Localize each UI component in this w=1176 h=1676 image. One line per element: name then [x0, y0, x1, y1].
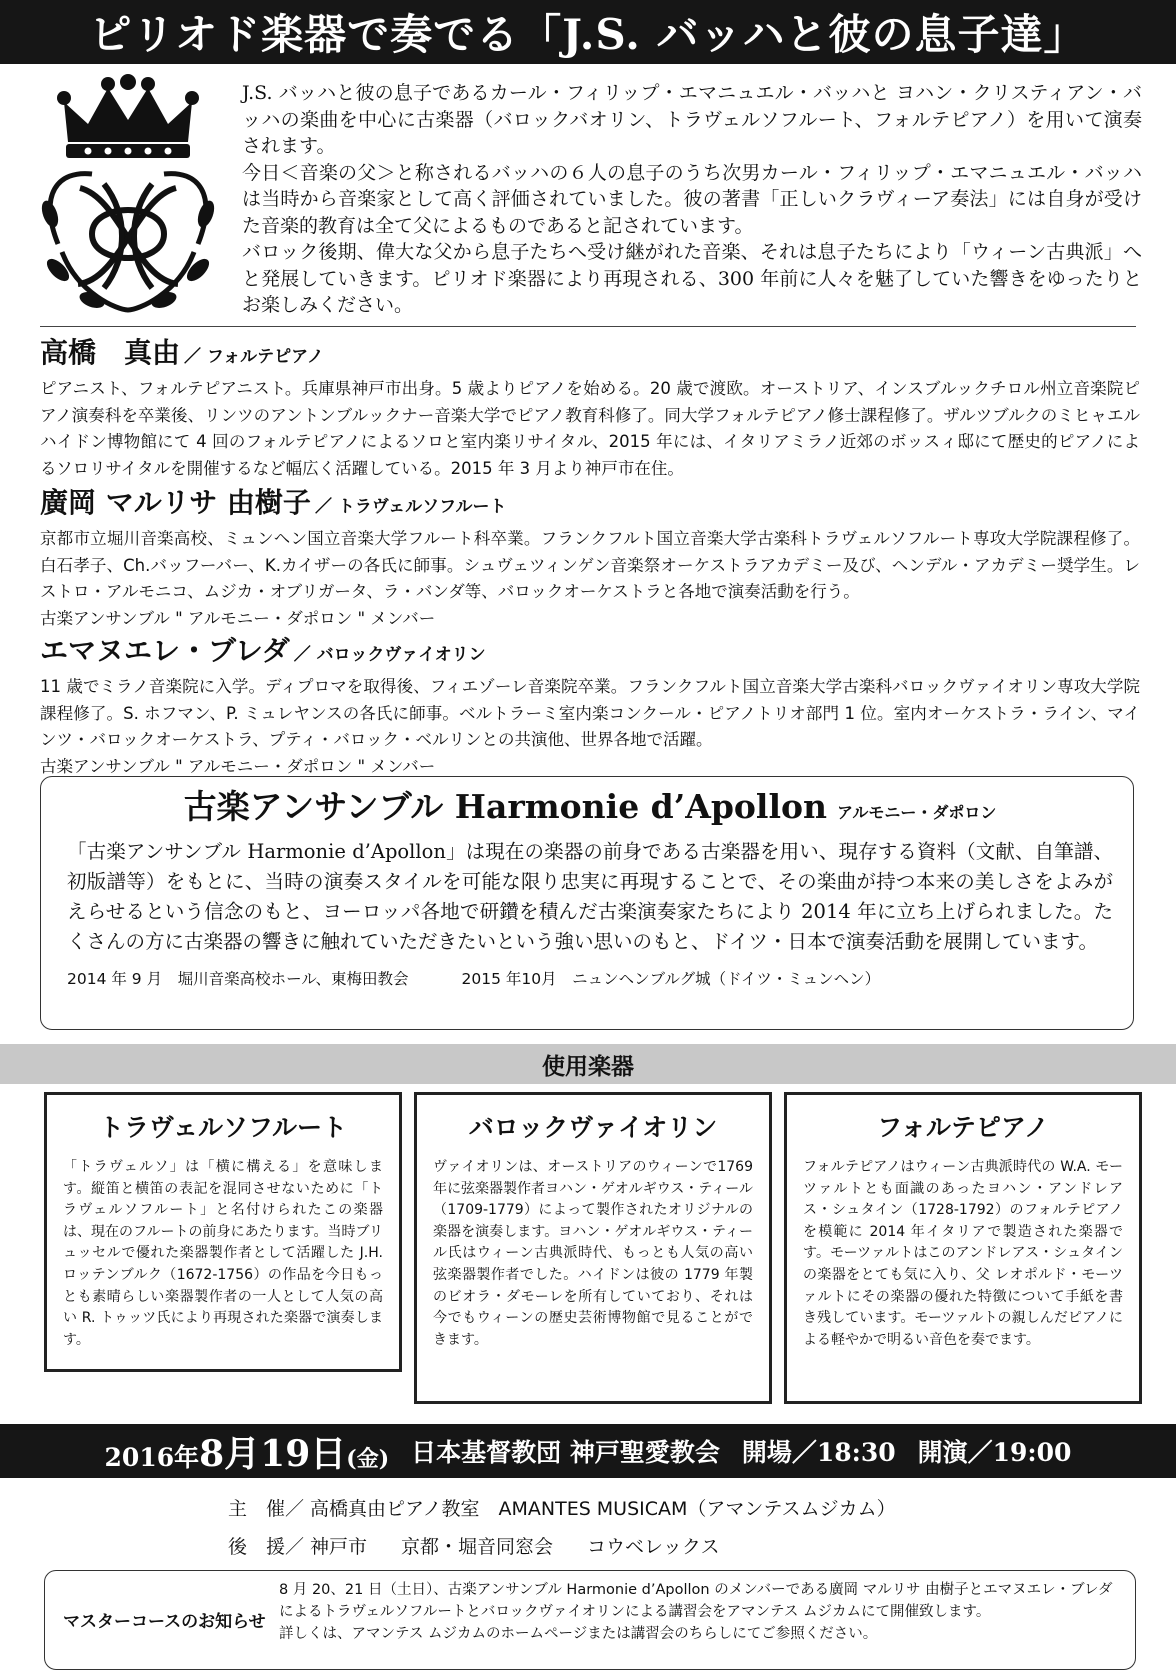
instrument-text: フォルテピアノはウィーン古典派時代の W.A. モーツァルトとも面識のあったヨハン・アンドレアス・シュタイン（1728-1792）のフォルテピアノを模範に 2014 年イタリアで製造された楽器です。モーツァルトはこのアンドレアス・シュタインの楽器をとても気に入り、父 レオポルド・モーツァルトにその楽器の優れた特徴について手紙を書き残しています。モーツァルトの親しんだピアノによる軽やかで明るい音色を奏でます。 [803, 1159, 1123, 1348]
support-line [228, 1532, 754, 1559]
support-name: 京都・堀音同窓会 [401, 1536, 554, 1558]
ensemble-date: 2015 年10月 ニュンヘンブルグ城（ドイツ・ミュンヘン） [461, 970, 881, 988]
instrument-title: トラヴェルソフルート [98, 1113, 347, 1142]
performer-bio-text [40, 674, 1140, 780]
performer-bio-takahashi [40, 334, 1140, 482]
instrument-text: ヴァイオリンは、オーストリアのウィーンで1769年に弦楽器製作者ヨハン・ゲオルギウス・ティール（1709-1779）によって製作されたオリジナルの楽器を演奏します。ヨハン・ゲオルギウス・ティール氏はウィーン古典派時代、もっとも人気の高い弦楽器製作者でした。ハイドンは彼の 1779 年製のビオラ・ダモーレを所有していており、それは今でもウィーンの歴史芸術博物館で見ることができます。 [433, 1159, 753, 1348]
organizer-line [228, 1494, 930, 1521]
performer-name: エマヌエレ・ブレダ [40, 634, 290, 667]
intro-paragraph: 今日＜音楽の父＞と称されるバッハの６人の息子のうち次男カール・フィリップ・エマニュエル・バッハは当時から音楽家として高く評価されていました。彼の著書「正しいクラヴィーア奏法」には自身が受けた音楽的教育は全て父によるものであると記されています。 [242, 161, 1142, 237]
page-title: ピリオド楽器で奏でる「J.S. バッハと彼の息子達」 [0, 0, 1176, 64]
instruments-heading: 使用楽器 [0, 1044, 1176, 1084]
intro-paragraph: J.S. バッハと彼の息子であるカール・フィリップ・エマニュエル・バッハと ヨハン・クリスティアン・バッハの楽曲を中心に古楽器（バロックバオリン、トラヴェルソフルート、フォルテピアノ）を用いて演奏されます。 [242, 82, 1142, 157]
event-year: 2016年 [104, 1442, 200, 1472]
performer-heading [40, 334, 1140, 376]
notice-label: マスターコースのお知らせ [63, 1612, 266, 1632]
event-date [105, 1426, 390, 1477]
performer-heading [40, 632, 1140, 674]
event-date-band [0, 1424, 1176, 1478]
ensemble-date: 2014 年 9 月 堀川音楽高校ホール、東梅田教会 [67, 970, 409, 988]
performer-bio-hirooka [40, 484, 1140, 632]
performer-name: 高橋 真由 [40, 336, 181, 369]
notice-text [279, 1579, 1125, 1645]
intro-text [242, 80, 1142, 319]
performer-name: 廣岡 マルリサ 由樹子 [40, 486, 311, 519]
notice-line: 詳しくは、アマンテス ムジカムのホームページまたは講習会のちらしにてご参照ください。 [279, 1626, 878, 1642]
ensemble-description: 「古楽アンサンブル Harmonie d’Apollon」は現在の楽器の前身である古楽器を用い、現存する資料（文献、自筆譜、初版譜等）をもとに、当時の演奏スタイルを可能な限り忠実に再現することで、その楽曲が持つ本来の美しさをよみがえらせるという信念のもと、ヨーロッパ各地で研鑽を積んだ古楽演奏家たちにより 2014 年に立ち上げられました。たくさんの方に古楽器の響きに触れていただきたいという強い思いのもと、ドイツ・日本で演奏活動を展開しています。 [67, 840, 1113, 953]
bio-paragraph: 古楽アンサンブル " アルモニー・ダポロン " メンバー [40, 608, 436, 628]
bio-paragraph: 11 歳でミラノ音楽院に入学。ディプロマを取得後、フィエゾーレ音楽院卒業。フランクフルト国立音楽大学古楽科バロックヴァイオリン専攻大学院課程修了。S. ホフマン、P. ミュレヤンスの各氏に師事。ベルトラーミ室内楽コンクール・ピアノトリオ部門 1 位。室内オーケストラ・ライン、マインツ・バロックオーケストラ、プティ・バロック・ベルリンとの共演他、世界各地で活躍。 [40, 677, 1140, 749]
notice-line: 8 月 20、21 日（土日）、古楽アンサンブル Harmonie d’Apollon のメンバーである廣岡 マルリサ 由樹子とエマヌエレ・ブレダによるトラヴェルソフルートとバロックヴァイオリンによる講習会をアマンテス ムジカムにて開催致します。 [279, 1582, 1113, 1620]
intro-paragraph: バロック後期、偉大な父から息子たちへ受け継がれた音楽、それは息子たちにより「ウィーン古典派」へと発展していきます。ピリオド楽器により再現される、300 年前に人々を魅了していた響きをゆったりとお楽しみください。 [242, 241, 1142, 316]
event-venue: 日本基督教団 神戸聖愛教会 [411, 1438, 720, 1467]
event-weekday: (金) [346, 1445, 390, 1472]
performer-bio-breda [40, 632, 1140, 780]
support-name: 神戸市 [310, 1536, 368, 1558]
masterclass-notice [44, 1570, 1136, 1670]
ensemble-title-kana: アルモニー・ダポロン [837, 803, 997, 822]
bach-monogram-crest-icon [28, 74, 228, 324]
support-name: コウベレックス [587, 1536, 720, 1558]
performer-bio-text [40, 526, 1140, 632]
performer-role: ／ フォルテピアノ [184, 347, 324, 367]
instrument-card-fortepiano [784, 1092, 1142, 1404]
performer-bio-text [40, 376, 1140, 482]
intro-section [0, 64, 1176, 328]
performer-role: ／ バロックヴァイオリン [293, 645, 486, 665]
instrument-text: 「トラヴェルソ」は「横に構える」を意味します。縦笛と横笛の表記を混同させないために「トラヴェルソフルート」と名付けられたこの楽器は、現在のフルートの前身にあたります。当時ブリュッセルで優れた楽器製作者として活躍した J.H. ロッテンブルク（1672-1756）の作品を今日もっとも素晴らしい楽器製作者の一人として人気の高い R. トゥッツ氏により再現された楽器で演奏します。 [63, 1159, 383, 1348]
ensemble-title-main: 古楽アンサンブル Harmonie d’Apollon [183, 787, 828, 826]
performer-heading [40, 484, 1140, 526]
event-start-time: 開演／19:00 [917, 1438, 1072, 1467]
organizer-label: 主 催／ [228, 1498, 305, 1520]
ensemble-box [40, 776, 1134, 1030]
instrument-title: バロックヴァイオリン [468, 1113, 718, 1142]
instrument-card-violin [414, 1092, 772, 1404]
organizer-name: 高橋真由ピアノ教室 AMANTES MUSICAM（アマンテスムジカム） [310, 1498, 896, 1520]
ensemble-title [67, 785, 1113, 835]
divider [40, 326, 1136, 327]
event-open-time: 開場／18:30 [741, 1438, 896, 1467]
bio-paragraph: 古楽アンサンブル " アルモニー・ダポロン " メンバー [40, 756, 436, 776]
ensemble-history [67, 967, 1113, 989]
bio-paragraph: 京都市立堀川音楽高校、ミュンヘン国立音楽大学フルート科卒業。フランクフルト国立音楽大学古楽科トラヴェルソフルート専攻大学院課程修了。白石孝子、Ch.バッフーバー、K.カイザーの各氏に師事。シュヴェツィンゲン音楽祭オーケストラアカデミー及び、ヘンデル・アカデミー奨学生。レストロ・アルモニコ、ムジカ・オブリガータ、ラ・バンダ等、バロックオーケストラと各地で演奏活動を行う。 [40, 529, 1140, 601]
instrument-title: フォルテピアノ [877, 1113, 1049, 1142]
performer-role: ／ トラヴェルソフルート [314, 497, 507, 517]
instrument-card-traverso [44, 1092, 402, 1372]
event-day: 8月19日 [199, 1432, 347, 1475]
support-label: 後 援／ [228, 1536, 305, 1558]
bio-paragraph: ピアニスト、フォルテピアニスト。兵庫県神戸市出身。5 歳よりピアノを始める。20 歳で渡欧。オーストリア、インスブルックチロル州立音楽院ピアノ演奏科を卒業後、リンツのアントンブルックナー音楽大学でピアノ教育科修了。同大学フォルテピアノ修士課程修了。ザルツブルクのミヒャエルハイドン博物館にて 4 回のフォルテピアノによるソロと室内楽リサイタル、2015 年には、イタリアミラノ近郊のボッスィ邸にて歴史的ピアノによるソロリサイタルを開催するなど幅広く活躍している。2015 年 3 月より神戸市在住。 [40, 379, 1140, 478]
